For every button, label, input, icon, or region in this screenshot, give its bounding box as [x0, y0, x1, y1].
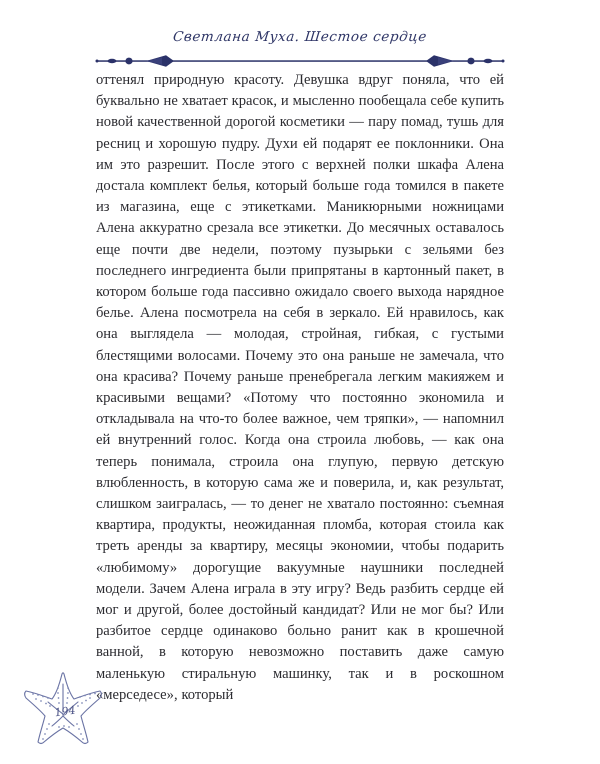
ornamental-divider: [88, 54, 512, 68]
running-header: [0, 28, 600, 46]
body-paragraph: оттенял природную красоту. Девушка вдруг поняла, что ей буквально не хватает красок, и мысленно пообещала себе купить новой качественной дорогой косметики — пару помад, тушь для ресниц и хорошую пудру. Духи ей подарят ее поклонники. Она им это разрешит. После этого с верхней полки шкафа Алена достала комплект белья, который больше года томился в пакете из магазина, еще с этикетками. Маникюрными ножницами Алена аккуратно срезала все этикетки. До месячных оставалось еще почти две недели, поэтому пузырьки с зельями без последнего ингредиента были припрятаны в картонный пакет, в котором больше года пассивно ожидало своего выхода нарядное белье. Алена посмотрела на себя в зеркало. Ей нравилось, как она выглядела — молодая, стройная, гибкая, с густыми блестящими волосами. Почему это она раньше не замечала, что она красива? Почему раньше пренебрегала легким макияжем и красивыми вещами? «Потому что постоянно экономила и откладывала на что-то более важное, чем тряпки», — напомнил ей внутренний голос. Когда она строила любовь, — как она теперь понимала, строила она глупую, первую детскую влюбленность, в которую сама же и поверила, и, как результат, слишком заигралась, — то денег не хватало постоянно: съемная квартира, продукты, неожиданная пломба, которая стоила как треть аренды за квартиру, месяцы экономии, чтобы подарить «любимому» дорогущие вакуумные наушники последней модели. Зачем Алена играла в эту игру? Ведь разбить сердце ей мог и другой, более достойный кандидат? Или не мог бы? Или разбитое сердце одинаково больно ранит как в крошечной ванной, в которую невозможно поставить даже самую маленькую стиральную машинку, так и в роскошном «мерседесе», который: [96, 72, 504, 703]
running-header-title: Светлана Муха. Шестое сердце: [172, 29, 428, 45]
starfish-ornament: [14, 664, 114, 754]
ornamental-rule-icon: [88, 54, 512, 68]
page-number: 194: [53, 703, 77, 719]
page-body: [96, 70, 504, 706]
starfish-icon: [14, 664, 114, 754]
